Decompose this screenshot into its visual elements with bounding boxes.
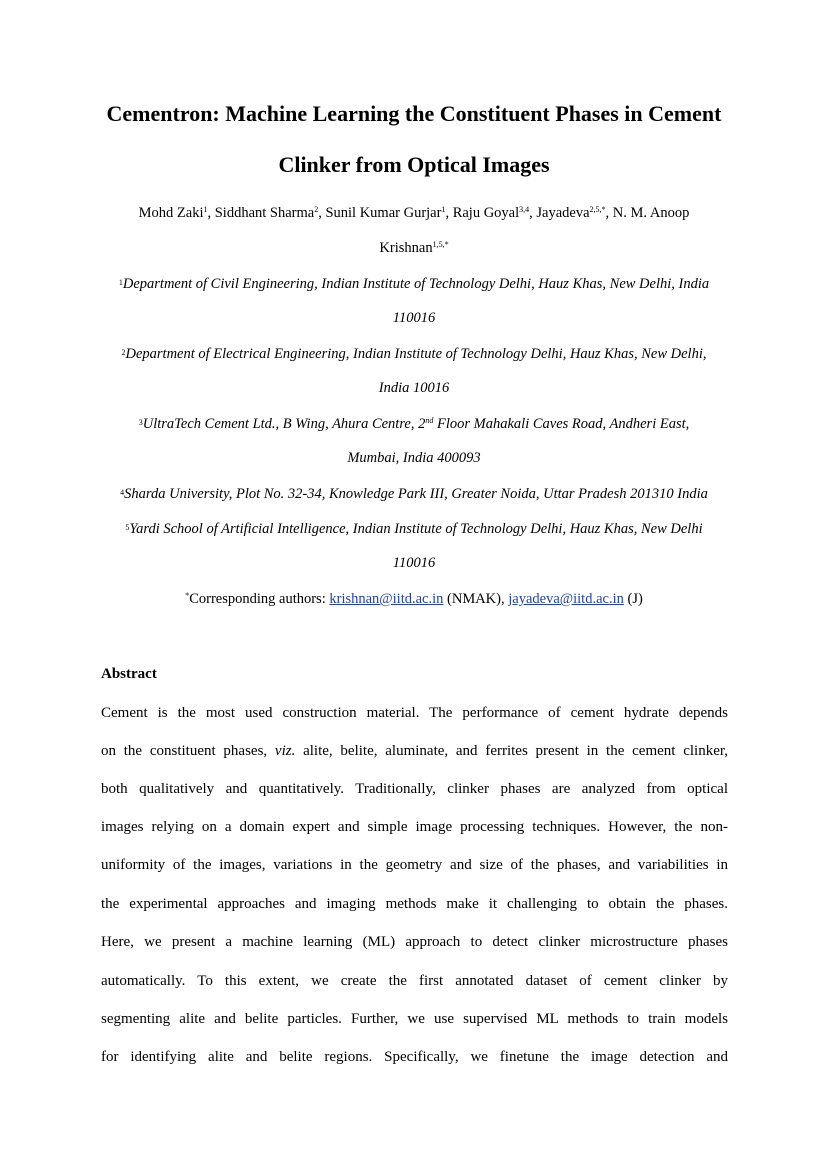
author-name: Mohd Zaki: [138, 205, 204, 221]
affiliation-text: UltraTech Cement Ltd., B Wing, Ahura Centre, 2: [142, 416, 426, 432]
affiliation-text: Yardi School of Artificial Intelligence, Indian Institute of Technology Delhi, Hauz Khas, New Delhi: [129, 521, 703, 537]
email-link-jayadeva[interactable]: jayadeva@iitd.ac.in: [508, 591, 624, 607]
corresponding-mid: (NMAK),: [443, 591, 509, 607]
abstract-line: images relying on a domain expert and simple image processing techniques. However, the non-: [101, 819, 728, 835]
email-link-krishnan[interactable]: krishnan@iitd.ac.in: [329, 591, 444, 607]
abstract-heading: Abstract: [101, 666, 157, 682]
abstract-line: automatically. To this extent, we create the first annotated dataset of cement clinker by: [101, 973, 728, 989]
affiliation-number: 1: [118, 278, 123, 287]
affiliation-2-line-2: India 10016: [378, 380, 450, 396]
abstract-emphasis: viz.: [274, 743, 296, 759]
abstract-text: on the constituent phases,: [101, 743, 275, 759]
abstract-line: both qualitatively and quantitatively. Traditionally, clinker phases are analyzed from optical: [101, 781, 728, 797]
ordinal-sup: nd: [425, 416, 434, 425]
author-name: Krishnan: [379, 240, 433, 256]
affiliation-3-line-2: Mumbai, India 400093: [347, 450, 481, 466]
abstract-text: alite, belite, aluminate, and ferrites present in the cement clinker,: [295, 743, 728, 759]
abstract-line: Here, we present a machine learning (ML) approach to detect clinker microstructure phases: [101, 934, 728, 950]
author-name: Jayadeva: [536, 205, 590, 221]
abstract-line: for identifying alite and belite regions. Specifically, we finetune the image detection and: [101, 1049, 728, 1065]
abstract-line: the experimental approaches and imaging methods make it challenging to obtain the phases.: [101, 896, 728, 912]
affiliation-2: [0, 343, 828, 364]
affiliation-text: Department of Electrical Engineering, Indian Institute of Technology Delhi, Hauz Khas, New Delhi,: [125, 346, 707, 362]
author-affiliation-sup: 1,5,*: [432, 240, 449, 249]
author-list: Mohd Zaki$^1$, Siddhant Sharma$^2$, Sunil Kumar Gurjar$^1$, Raju Goyal$^{3,4}$, Jayadeva$^{2,5,*}$, N. M. Anoop: [138, 205, 690, 221]
paper-title-line-1: Cementron: Machine Learning the Constituent Phases in Cement: [106, 101, 722, 126]
affiliation-number: 2: [121, 348, 126, 357]
abstract-line: Cement is the most used construction material. The performance of cement hydrate depends: [101, 705, 728, 721]
author-affiliation-sup: 1: [203, 205, 208, 214]
abstract-line: segmenting alite and belite particles. Further, we use supervised ML methods to train models: [101, 1011, 728, 1027]
affiliation-4: [0, 483, 828, 504]
corresponding-suffix: (J): [623, 591, 643, 607]
author-affiliation-sup: 2: [314, 205, 319, 214]
affiliation-text: Sharda University, Plot No. 32-34, Knowledge Park III, Greater Noida, Uttar Pradesh 201310 India: [124, 486, 708, 502]
paper-title-line-2: Clinker from Optical Images: [278, 152, 550, 177]
affiliation-1-line-2: 110016: [392, 310, 436, 326]
author-affiliation-sup: 1: [441, 205, 446, 214]
author-name: Sunil Kumar Gurjar: [325, 205, 442, 221]
corresponding-prefix: Corresponding authors:: [189, 591, 330, 607]
corresponding-authors: [0, 589, 828, 609]
author-name: N. M. Anoop: [612, 205, 690, 221]
affiliation-number: 5: [125, 523, 130, 532]
author-affiliation-sup: 2,5,*: [589, 205, 606, 214]
affiliation-5-line-2: 110016: [392, 555, 436, 571]
affiliation-1: [0, 273, 828, 294]
author-name: Siddhant Sharma: [214, 205, 315, 221]
affiliation-number: 4: [120, 488, 125, 497]
abstract-line: uniformity of the images, variations in the geometry and size of the phases, and variabilities in: [101, 857, 728, 873]
affiliation-5: [0, 518, 828, 539]
affiliation-3: [0, 413, 828, 434]
abstract-line: [101, 741, 728, 761]
author-affiliation-sup: 3,4: [519, 205, 530, 214]
author-name: Raju Goyal: [452, 205, 520, 221]
affiliation-text: Floor Mahakali Caves Road, Andheri East,: [433, 416, 690, 432]
author-list-continued: [0, 238, 828, 258]
affiliation-text: Department of Civil Engineering, Indian Institute of Technology Delhi, Hauz Khas, New Delhi, India: [122, 276, 710, 292]
affiliation-number: 3: [138, 418, 143, 427]
corresponding-star: *: [185, 591, 190, 600]
